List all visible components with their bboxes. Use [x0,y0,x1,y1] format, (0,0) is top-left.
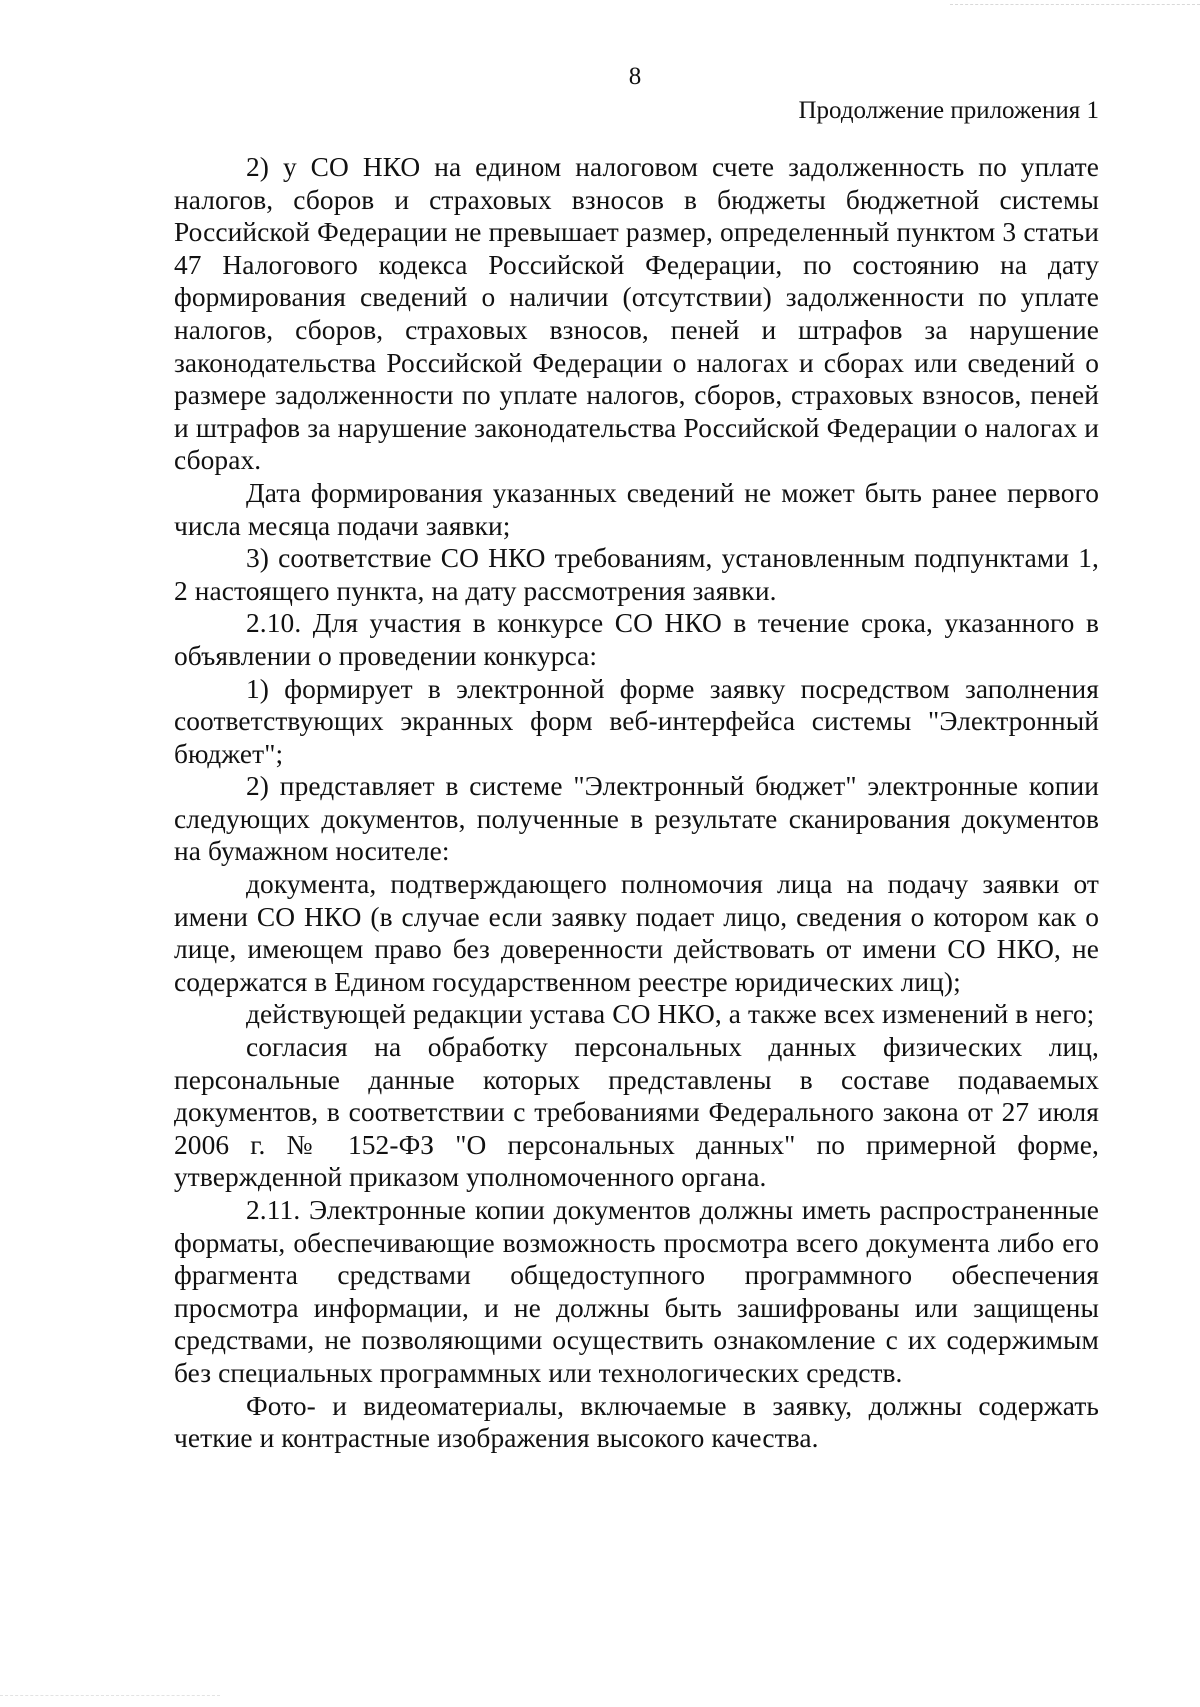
paragraph-personal-data-consent: согласия на обработку персональных данных физических лиц, персональные данные которых представлены в составе подаваемых документов, в соответствии с требованиями Федерального закона от 27 июля 2006 г. № 152-ФЗ "О персональных данных" по примерной форме, утвержденной приказом уполномоченного органа. [174,1032,1099,1193]
paragraph-authority-document: документа, подтверждающего полномочия лица на подачу заявки от имени СО НКО (в случае если заявку подает лицо, сведения о котором как о лице, имеющем право без доверенности действовать от имени СО НКО, не содержатся в Едином государственном реестре юридических лиц); [174,869,1099,997]
paragraph-2-10: 2.10. Для участия в конкурсе СО НКО в течение срока, указанного в объявлении о проведении конкурса: [174,608,1099,671]
appendix-continuation-note: Продолжение приложения 1 [798,97,1099,124]
page-number: 8 [628,63,642,90]
paragraph-info-date: Дата формирования указанных сведений не может быть ранее первого числа месяца подачи заявки; [174,477,1099,541]
scan-edge-line [950,4,1200,5]
scan-bottom-edge-line [0,1695,220,1696]
paragraph-2-10-item-2: 2) представляет в системе "Электронный бюджет" электронные копии следующих документов, полученные в результате сканирования документов на бумажном носителе: [174,771,1099,867]
paragraph-item-3-compliance: 3) соответствие СО НКО требованиям, установленным подпунктами 1, 2 настоящего пункта, на дату рассмотрения заявки. [174,543,1099,606]
paragraph-item-2-tax-debt: 2) у СО НКО на едином налоговом счете задолженность по уплате налогов, сборов и страховых взносов в бюджеты бюджетной системы Российской Федерации не превышает размер, определенный пунктом 3 статьи 47 Налогового кодекса Российской Федерации, по состоянию на дату формирования сведений о наличии (отсутствии) задолженности по уплате налогов, сборов, страховых взносов, пеней и штрафов за нарушение законодательства Российской Федерации о налогах и сборах или сведений о размере задолженности по уплате налогов, сборов, страховых взносов, пеней и штрафов за нарушение законодательства Российской Федерации о налогах и сборах. [174,152,1099,476]
paragraph-media: Фото- и видеоматериалы, включаемые в заявку, должны содержать четкие и контрастные изображения высокого качества. [174,1390,1099,1454]
paragraph-2-10-item-1: 1) формирует в электронной форме заявку посредством заполнения соответствующих экранных форм веб-интерфейса системы "Электронный бюджет"; [174,673,1099,769]
document-body [174,151,1099,1455]
paragraph-charter: действующей редакции устава СО НКО, а также всех изменений в него; [246,999,1095,1030]
paragraph-2-11: 2.11. Электронные копии документов должны иметь распространенные форматы, обеспечивающие возможность просмотра всего документа либо его фрагмента средствами общедоступного программного обеспечения просмотра информации, и не должны быть зашифрованы или защищены средствами, не позволяющими осуществить ознакомление с их содержимым без специальных программных или технологических средств. [174,1195,1099,1388]
